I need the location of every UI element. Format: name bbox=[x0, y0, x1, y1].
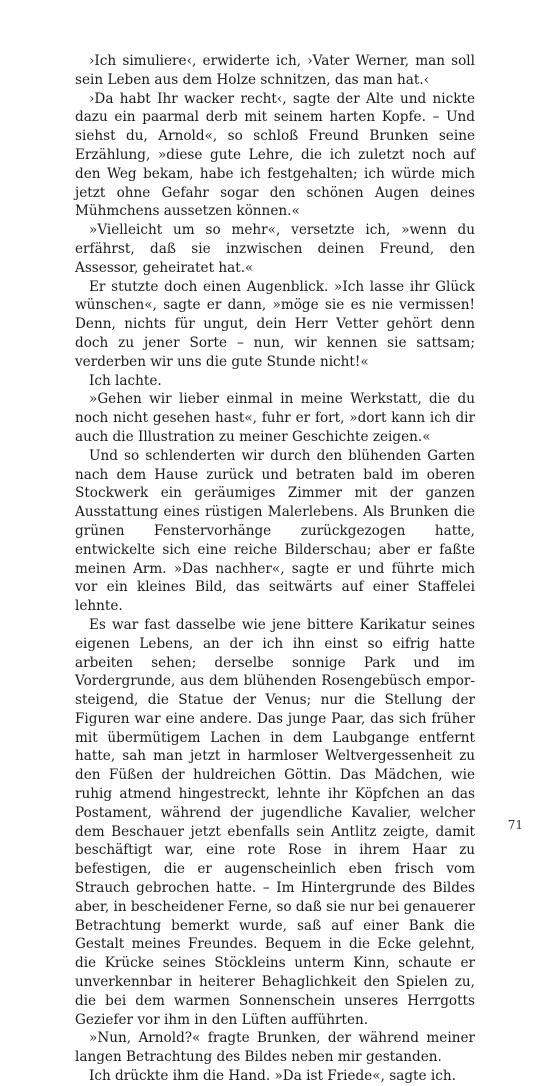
paragraph: Ich lachte. bbox=[89, 372, 162, 389]
paragraph: »Nun, Arnold?« fragte Brunken, der während meiner langen Betrachtung des Bildes neben mir gestanden. bbox=[75, 1030, 475, 1066]
paragraph: »Vielleicht um so mehr«, versetzte ich, »wenn du erfährst, daß sie inzwischen deinen Freund, den Assessor, geheiratet hat.« bbox=[75, 222, 475, 276]
page-body bbox=[75, 52, 475, 1086]
paragraph: »Gehen wir lieber einmal in meine Werkstatt, die du noch nicht gesehen hast«, fuhr er fort, »dort kann ich dir auch die Illustration zu meiner Geschichte zeigen.« bbox=[75, 391, 475, 445]
paragraph: Es war fast dasselbe wie jene bittere Karikatur seines eigenen Lebens, an der ich ihn einst so eifrig hatte arbeiten sehen; derselbe sonnige Park und im Vordergrunde, aus dem blühenden Rosengebüsch emporsteigend, die Statue der Venus; nur die Stellung der Figuren war eine andere. Das junge Paar, das sich früher mit übermütigem Lachen in dem Laubgange entfernt hatte, sah man jetzt in harmloser Weltvergessenheit zu den Füßen der huldreichen Göttin. Das Mädchen, wie ruhig atmend hingestreckt, lehnte ihr Köpfchen an das Postament, während der jugendliche Kavalier, welcher dem Beschauer jetzt ebenfalls sein Antlitz zeigte, damit beschäftigt war, eine rote Rose in ihrem Haar zu befestigen, die er augenscheinlich eben frisch vom Strauch gebrochen hatte. – Im Hintergrunde des Bildes aber, in bescheidener Ferne, so daß sie nur bei genauerer Betrachtung bemerkt wurde, saß auf einer Bank die Gestalt meines Freundes. Bequem in die Ecke gelehnt, die Krücke seines Stöckleins unterm Kinn, schaute er unverkennbar in heiterer Behaglichkeit den Spielen zu, die bei dem warmen Sonnenschein unseres Herrgotts Geziefer vor ihm in den Lüften aufführten. bbox=[75, 616, 476, 1028]
page-number: 71 bbox=[507, 818, 523, 832]
paragraph: ›Ich simuliere‹, erwiderte ich, ›Vater Werner, man soll sein Leben aus dem Holze schnitzen, das man hat.‹ bbox=[75, 53, 475, 88]
paragraph: ›Da habt Ihr wacker recht‹, sagte der Alte und nickte dazu ein paarmal derb mit seinem harten Kopfe. – Und siehst du, Arnold«, so schloß Freund Brunken seine Erzählung, »diese gute Lehre, die ich zuletzt noch auf den Weg bekam, habe ich festgehalten; ich würde mich jetzt ohne Gefahr sogar den schönen Augen deines Mühmchens aussetzen können.« bbox=[75, 90, 475, 220]
paragraph: Ich drückte ihm die Hand. »Da ist Friede«, sagte ich. bbox=[89, 1068, 456, 1085]
paragraph: Er stutzte doch einen Augenblick. »Ich lasse ihr Glück wünschen«, sagte er dann, »möge sie es nie vermissen! Denn, nichts für ungut, dein Herr Vetter gehört denn doch zu jener Sorte – nun, wir kennen sie sattsam; verderben wir uns die gute Stunde nicht!« bbox=[75, 278, 475, 370]
paragraph: Und so schlenderten wir durch den blühenden Garten nach dem Hause zurück und betraten bald im oberen Stockwerk ein geräumiges Zimmer mit der ganzen Ausstattung eines rüstigen Malerlebens. Als Brunken die grünen Fenstervorhänge zurückgezogen hatte, entwickelte sich eine reiche Bilderschau; aber er faßte meinen Arm. »Das nachher«, sagte er und führte mich vor ein kleines Bild, das seitwärts auf einer Staffelei lehnte. bbox=[75, 447, 475, 615]
